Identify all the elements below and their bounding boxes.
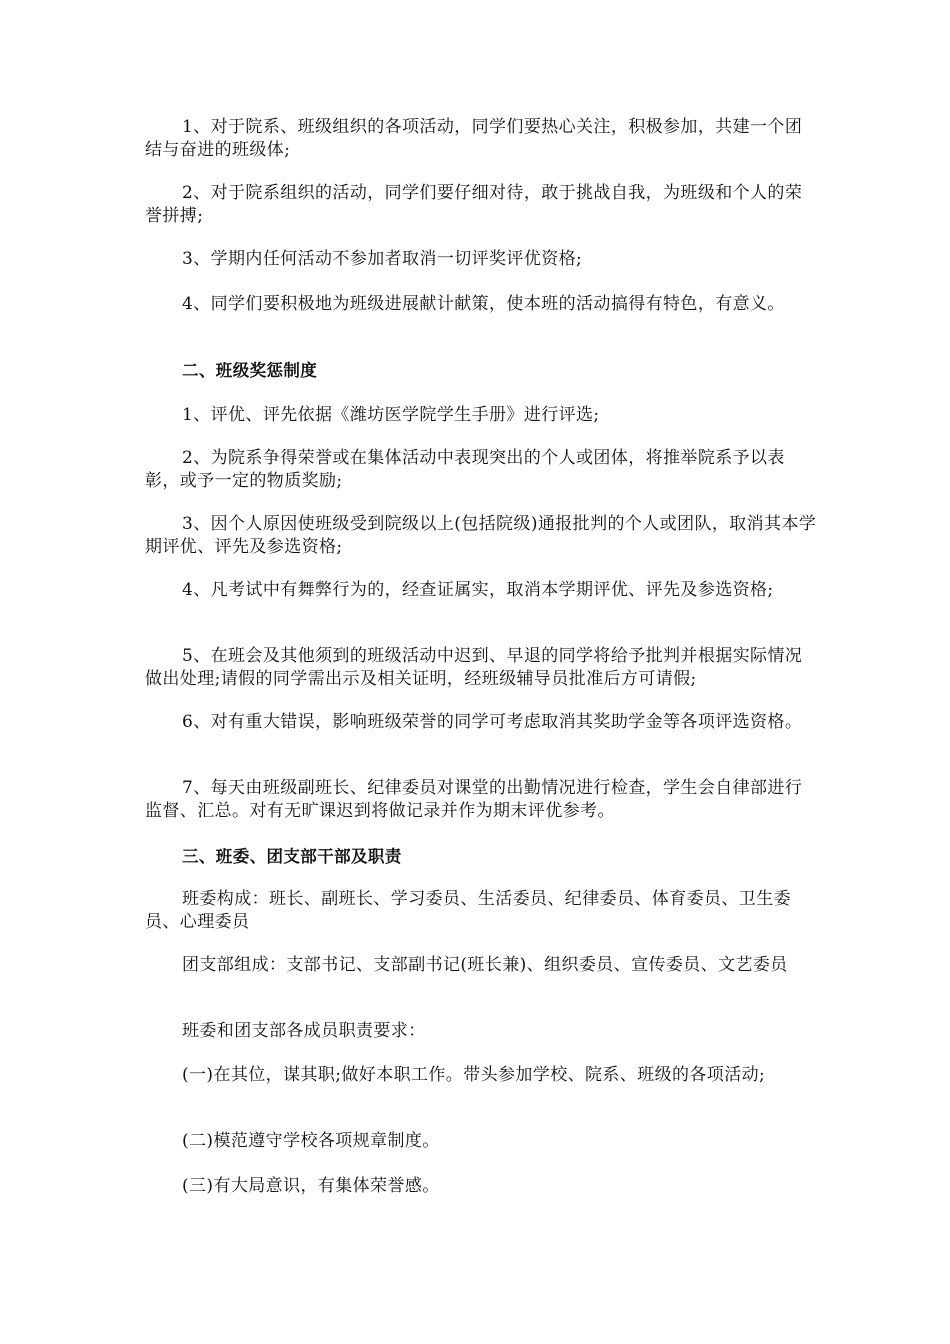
paragraph-reward-6: 6、对有重大错误，影响班级荣誉的同学可考虑取消其奖助学金等各项评选资格。 [182,712,803,732]
paragraph-reward-1: 1、评优、评先依据《潍坊医学院学生手册》进行评选; [182,405,600,425]
paragraph-league-members: 团支部组成：支部书记、支部副书记(班长兼)、组织委员、宣传委员、文艺委员 [182,955,788,975]
paragraph-rule-2: 2、对于院系组织的活动，同学们要仔细对待，敢于挑战自我，为班级和个人的荣誉拼搏; [145,183,803,226]
paragraph-rule-4: 4、同学们要积极地为班级进展献计献策，使本班的活动搞得有特色，有意义。 [182,294,785,314]
paragraph-rule-3: 3、学期内任何活动不参加者取消一切评奖评优资格; [182,249,583,269]
paragraph-reward-3: 3、因个人原因使班级受到院级以上(包括院级)通报批判的个人或团队，取消其本学期评优、评先及参选资格; [145,514,817,557]
paragraph-reward-2: 2、为院系争得荣誉或在集体活动中表现突出的个人或团体，将推举院系予以表彰，或予一定的物质奖励; [145,448,785,491]
paragraph-duty-3: (三)有大局意识，有集体荣誉感。 [182,1176,440,1196]
paragraph-duty-intro: 班委和团支部各成员职责要求： [182,1021,426,1041]
paragraph-committee-members: 班委构成：班长、副班长、学习委员、生活委员、纪律委员、体育委员、卫生委员、心理委员 [145,889,791,932]
paragraph-duty-1: (一)在其位，谋其职;做好本职工作。带头参加学校、院系、班级的各项活动; [182,1065,766,1085]
paragraph-reward-5: 5、在班会及其他须到的班级活动中迟到、早退的同学将给予批判并根据实际情况做出处理;请假的同学需出示及相关证明，经班级辅导员批准后方可请假; [145,646,803,689]
section-heading-3: 三、班委、团支部干部及职责 [182,847,402,866]
paragraph-duty-2: (二)模范遵守学校各项规章制度。 [182,1131,440,1151]
paragraph-rule-1: 1、对于院系、班级组织的各项活动，同学们要热心关注，积极参加，共建一个团结与奋进的班级体; [145,117,803,160]
section-heading-2: 二、班级奖惩制度 [182,361,318,380]
paragraph-reward-4: 4、凡考试中有舞弊行为的，经查证属实，取消本学期评优、评先及参选资格; [182,580,774,600]
paragraph-reward-7: 7、每天由班级副班长、纪律委员对课堂的出勤情况进行检查，学生会自律部进行监督、汇总。对有无旷课迟到将做记录并作为期末评优参考。 [145,778,803,821]
